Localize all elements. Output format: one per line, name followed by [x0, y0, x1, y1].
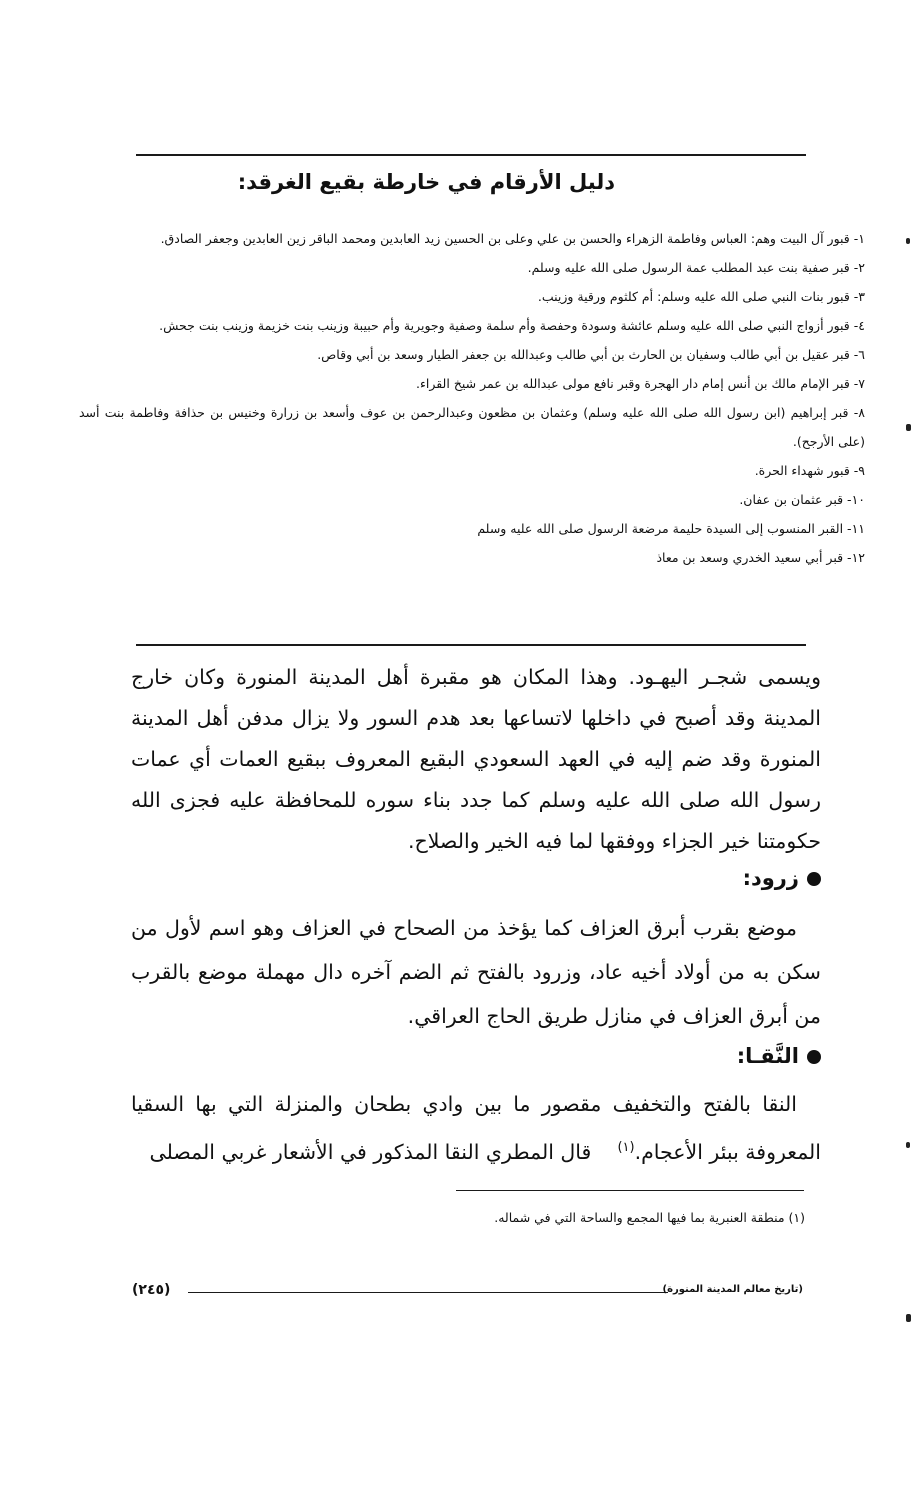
- scan-mark: [906, 238, 910, 244]
- naqa-heading-text: النَّقـا:: [736, 1044, 799, 1068]
- naqa-text-before: النقا بالفتح والتخفيف مقصور ما بين وادي بطحان والمنزلة التي بها السقيا المعروفة ببئر الأعجام.: [131, 1092, 821, 1164]
- top-rule: [136, 154, 806, 156]
- naqa-heading: [737, 1044, 821, 1068]
- legend-title: دليل الأرقام في خارطة بقيع الغرقد:: [237, 170, 615, 194]
- legend-item: ٣- قبور بنات النبي صلى الله عليه وسلم: أم كلثوم ورقية وزينب.: [537, 289, 865, 304]
- footnote-rule: [456, 1190, 804, 1191]
- legend-item: ٩- قبور شهداء الحرة.: [754, 463, 865, 478]
- legend-item: ١١- القبر المنسوب إلى السيدة حليمة مرضعة الرسول صلى الله عليه وسلم: [477, 521, 865, 536]
- zarud-paragraph: موضع بقرب أبرق العزاف كما يؤخذ من الصحاح في العزاف وهو اسم لأول من سكن به من أولاد أخيه عاد، وزرود بالفتح ثم الضم آخره دال مهملة موضع بالقرب من أبرق العزاف في منازل طريق الحاج العراقي.: [131, 916, 821, 1028]
- legend-bottom-rule: [136, 644, 806, 646]
- legend-item: ١٢- قبر أبي سعيد الخدري وسعد بن معاذ: [656, 550, 865, 565]
- legend-item: ٢- قبر صفية بنت عبد المطلب عمة الرسول صلى الله عليه وسلم.: [527, 260, 865, 275]
- scan-mark: [906, 424, 911, 431]
- footer-rule: [188, 1292, 668, 1293]
- naqa-section: [131, 1082, 821, 1174]
- legend-list: [79, 224, 865, 572]
- legend-item: ٧- قبر الإمام مالك بن أنس إمام دار الهجرة وقبر نافع مولى عبدالله بن عمر شيخ القراء.: [416, 376, 865, 391]
- page-number: (٢٤٥): [132, 1282, 171, 1298]
- legend-item: ٨- قبر إبراهيم (ابن رسول الله صلى الله عليه وسلم) وعثمان بن مظعون وعبدالرحمن بن عوف وأسعد بن زرارة وخنيس بن حذافة وفاطمة بنت أسد (على الأرجح).: [79, 405, 865, 449]
- footnote: (١) منطقة العنبرية بما فيها المجمع والساحة التي في شماله.: [494, 1210, 805, 1225]
- zarud-section: [131, 906, 821, 1038]
- legend-item: ١٠- قبر عثمان بن عفان.: [739, 492, 865, 507]
- scan-mark: [906, 1142, 910, 1148]
- zarud-heading-text: زرود:: [742, 866, 799, 890]
- bullet-icon: [807, 872, 821, 886]
- zarud-heading: [743, 866, 821, 890]
- naqa-text-after: قال المطري النقا المذكور في الأشعار غربي المصلى: [149, 1139, 592, 1164]
- legend-item: ١- قبور آل البيت وهم: العباس وفاطمة الزهراء والحسن بن علي وعلى بن الحسين زيد العابدين ومحمد الباقر زين العابدين وجعفر الصادق.: [160, 231, 865, 246]
- naqa-paragraph: [131, 1082, 821, 1174]
- main-text: [131, 657, 821, 862]
- scan-mark: [906, 1314, 911, 1322]
- bullet-icon: [807, 1050, 821, 1064]
- book-title: (تاريخ معالم المدينة المنورة): [662, 1284, 803, 1295]
- intro-paragraph: ويسمى شجـر اليهـود. وهذا المكان هو مقبرة أهل المدينة المنورة وكان خارج المدينة وقد أصبح في داخلها لاتساعها بعد هدم السور ولا يزال مدفن أهل المدينة المنورة وقد ضم إليه في العهد السعودي البقيع المعروف ببقيع العمات أي عمات رسول الله صلى الله عليه وسلم كما جدد بناء سوره للمحافظة عليه فجزى الله حكومتنا خير الجزاء ووفقها لما فيه الخير والصلاح.: [131, 665, 821, 853]
- footnote-reference: (١): [617, 1140, 635, 1155]
- legend-item: ٦- قبر عقيل بن أبي طالب وسفيان بن الحارث بن أبي طالب وعبدالله بن جعفر الطيار وسعد بن أبي وقاص.: [317, 347, 865, 362]
- legend-item: ٤- قبور أزواج النبي صلى الله عليه وسلم عائشة وسودة وحفصة وأم سلمة وصفية وجويرية وأم حبيبة وزينب بنت خزيمة وزينب بنت جحش.: [159, 318, 865, 333]
